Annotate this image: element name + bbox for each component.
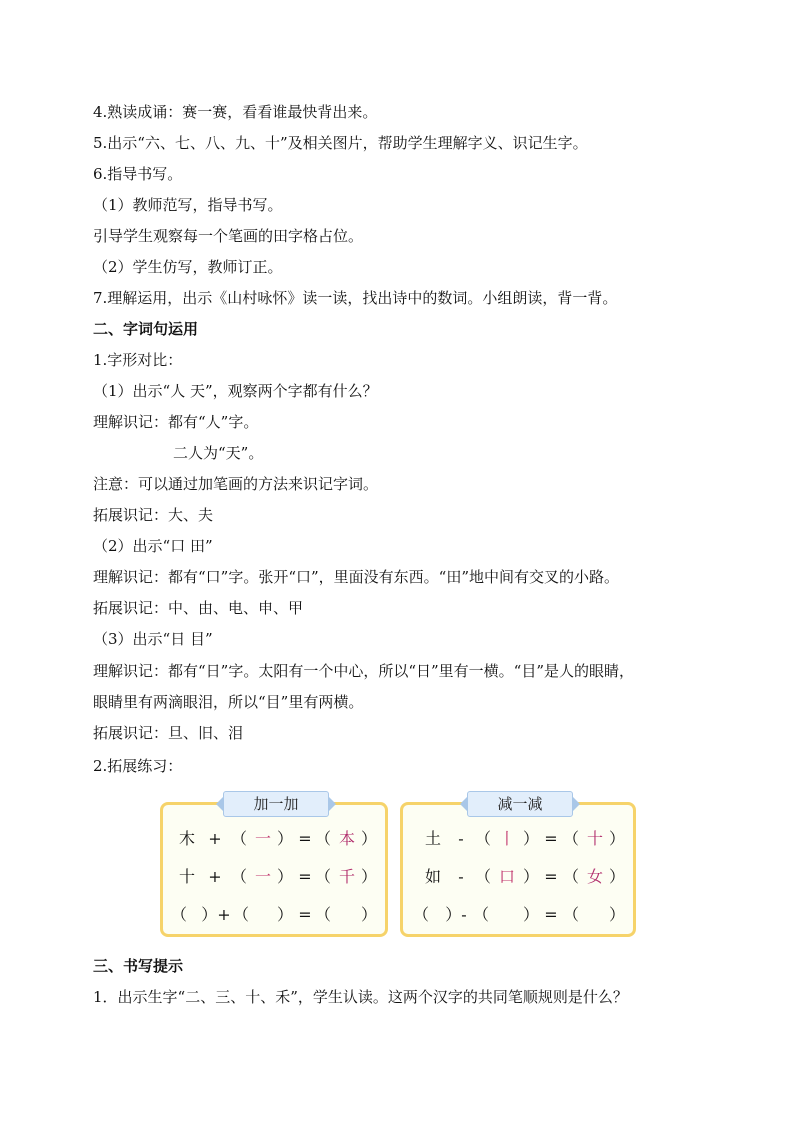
equals: = bbox=[544, 867, 558, 886]
subtract-card-title: 减一减 bbox=[467, 791, 573, 817]
answer: 本 bbox=[338, 829, 355, 848]
equals: = bbox=[298, 867, 312, 886]
paren: ） bbox=[276, 829, 293, 848]
answer: 口 bbox=[498, 867, 515, 886]
paren: （ bbox=[230, 867, 247, 886]
understand-1b-text: 二人为“天”。 bbox=[173, 444, 264, 462]
add-card-title: 加一加 bbox=[223, 791, 329, 817]
extend-3-text: 拓展识记：旦、旧、泪 bbox=[93, 724, 244, 742]
paren: （ bbox=[170, 905, 187, 924]
step-4-text: 4.熟读成诵：赛一赛，看看谁最快背出来。 bbox=[93, 103, 378, 121]
paren: ） bbox=[276, 867, 293, 886]
paren: ） bbox=[608, 905, 625, 924]
equals: = bbox=[298, 905, 312, 924]
answer: 十 bbox=[586, 829, 603, 848]
paren: （ bbox=[232, 905, 249, 924]
paren: ） bbox=[522, 867, 539, 886]
answer: 女 bbox=[586, 867, 603, 886]
step-6-text: 6.指导书写。 bbox=[93, 165, 183, 183]
sub-row-1 bbox=[403, 827, 633, 851]
answer: 千 bbox=[338, 867, 355, 886]
answer: 一 bbox=[254, 829, 271, 848]
paren: （ bbox=[314, 905, 331, 924]
operator: - bbox=[458, 829, 464, 848]
paren: （ bbox=[562, 867, 579, 886]
paren: ） bbox=[360, 829, 377, 848]
section-2-heading: 二、字词句运用 bbox=[93, 320, 199, 338]
answer: 丨 bbox=[498, 829, 515, 848]
operator: + bbox=[208, 867, 222, 886]
subtract-card bbox=[400, 795, 636, 937]
add-card bbox=[160, 795, 388, 937]
operator: ）+ bbox=[201, 905, 231, 924]
writing-tip-text: 1．出示生字“二、三、十、禾”，学生认读。这两个汉字的共同笔顺规则是什么？ bbox=[93, 988, 628, 1006]
practice-heading: 2.拓展练习： bbox=[93, 757, 183, 775]
add-row-1 bbox=[163, 827, 385, 851]
paren: （ bbox=[562, 829, 579, 848]
equals: = bbox=[544, 905, 558, 924]
paren: （ bbox=[314, 867, 331, 886]
equals: = bbox=[298, 829, 312, 848]
compare-2-text: （2）出示“口 田” bbox=[93, 537, 213, 555]
operand: 木 bbox=[178, 829, 195, 848]
substep-2-text: （2）学生仿写，教师订正。 bbox=[93, 258, 283, 276]
operator: + bbox=[208, 829, 222, 848]
substep-1-text: （1）教师范写，指导书写。 bbox=[93, 196, 283, 214]
operator: - bbox=[458, 867, 464, 886]
compare-1-text: （1）出示“人 天”，观察两个字都有什么？ bbox=[93, 382, 378, 400]
understand-3-text: 理解识记：都有“日”字。太阳有一个中心，所以“日”里有一横。“目”是人的眼睛， bbox=[93, 662, 635, 680]
extend-2-text: 拓展识记：中、由、电、申、甲 bbox=[93, 599, 304, 617]
paren: ） bbox=[522, 829, 539, 848]
paren: ） bbox=[608, 867, 625, 886]
understand-2-text: 理解识记：都有“口”字。张开“口”，里面没有东西。“田”地中间有交叉的小路。 bbox=[93, 568, 620, 586]
paren: （ bbox=[474, 867, 491, 886]
paren: ） bbox=[608, 829, 625, 848]
guide-text: 引导学生观察每一个笔画的田字格占位。 bbox=[93, 227, 364, 245]
note-text: 注意：可以通过加笔画的方法来识记字词。 bbox=[93, 475, 379, 493]
operand: 十 bbox=[178, 867, 195, 886]
paren: （ bbox=[412, 905, 429, 924]
paren: （ bbox=[474, 829, 491, 848]
operand: 如 bbox=[424, 867, 441, 886]
sub-row-2 bbox=[403, 865, 633, 889]
paren: （ bbox=[562, 905, 579, 924]
paren: （ bbox=[472, 905, 489, 924]
equals: = bbox=[544, 829, 558, 848]
section-3-heading: 三、书写提示 bbox=[93, 957, 184, 975]
paren: ） bbox=[360, 867, 377, 886]
paren: （ bbox=[314, 829, 331, 848]
sub-row-3 bbox=[403, 903, 633, 927]
understand-1-text: 理解识记：都有“人”字。 bbox=[93, 413, 259, 431]
operator: ）- bbox=[445, 905, 467, 924]
paren: ） bbox=[522, 905, 539, 924]
paren: ） bbox=[360, 905, 377, 924]
paren: ） bbox=[276, 905, 293, 924]
understand-3b-text: 眼睛里有两滴眼泪，所以“目”里有两横。 bbox=[93, 693, 364, 711]
paren: （ bbox=[230, 829, 247, 848]
step-7-text: 7.理解运用，出示《山村咏怀》读一读，找出诗中的数词。小组朗读，背一背。 bbox=[93, 289, 618, 307]
compare-3-text: （3）出示“日 目” bbox=[93, 630, 213, 648]
step-5-text: 5.出示“六、七、八、九、十”及相关图片，帮助学生理解字义、识记生字。 bbox=[93, 134, 588, 152]
answer: 一 bbox=[254, 867, 271, 886]
add-row-3 bbox=[163, 903, 385, 927]
operand: 土 bbox=[424, 829, 441, 848]
compare-heading: 1.字形对比： bbox=[93, 351, 183, 369]
extend-1-text: 拓展识记：大、夫 bbox=[93, 506, 214, 524]
add-row-2 bbox=[163, 865, 385, 889]
